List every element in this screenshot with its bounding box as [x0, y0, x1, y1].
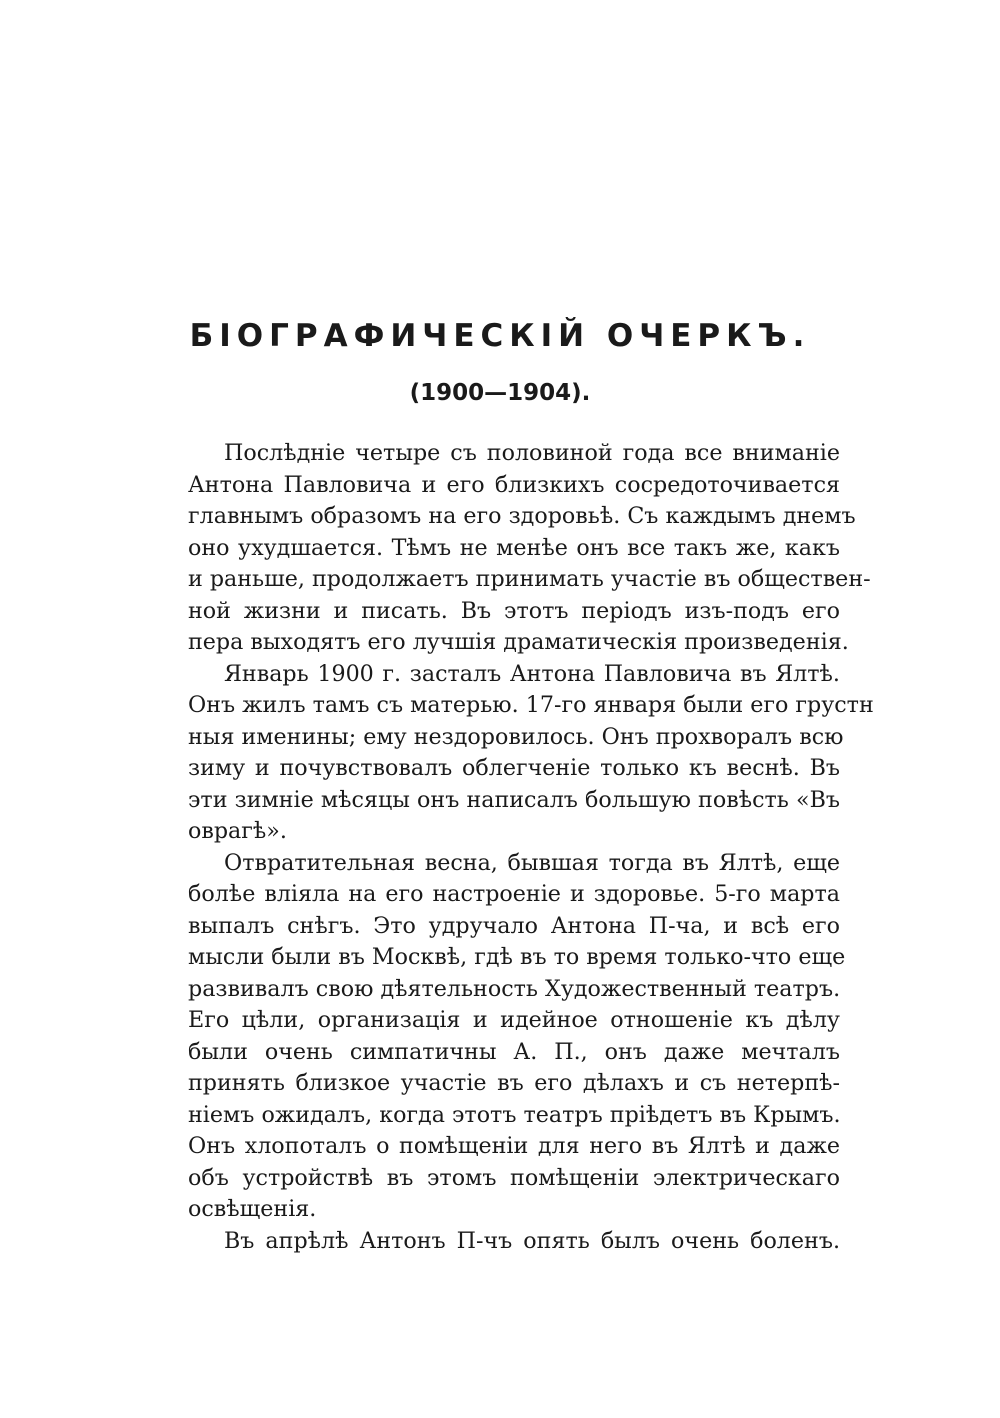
- text-line: ніемъ ожидалъ, когда этотъ театръ пріѣдетъ въ Крымъ.: [188, 1101, 841, 1128]
- text-line: оврагѣ».: [188, 818, 287, 844]
- text-line: выпалъ снѣгъ. Это удручало Антона П-ча, и всѣ его: [188, 912, 840, 939]
- text-line: мысли были въ Москвѣ, гдѣ въ то время только-что еще: [188, 944, 846, 970]
- body-text: [188, 438, 874, 1257]
- text-line: Январь 1900 г. засталъ Антона Павловича въ Ялтѣ.: [224, 660, 840, 687]
- text-line: главнымъ образомъ на его здоровьѣ. Съ каждымъ днемъ: [188, 503, 856, 529]
- text-line: эти зимніе мѣсяцы онъ написалъ большую повѣсть «Въ: [188, 786, 840, 813]
- text-line: Антона Павловича и его близкихъ сосредоточивается: [188, 471, 840, 498]
- text-line: Въ апрѣлѣ Антонъ П-чъ опять былъ очень боленъ.: [224, 1227, 840, 1254]
- text-line: развивалъ свою дѣятельность Художественный театръ.: [188, 975, 841, 1002]
- text-line: Отвратительная весна, бывшая тогда въ Ялтѣ, еще: [224, 849, 840, 876]
- text-line: оно ухудшается. Тѣмъ не менѣе онъ все такъ же, какъ: [188, 534, 840, 561]
- chapter-title: БІОГРАФИЧЕСКІЙ ОЧЕРКЪ.: [189, 318, 811, 354]
- text-line: Онъ хлопоталъ о помѣщеніи для него въ Ялтѣ и даже: [188, 1133, 840, 1159]
- text-line: ной жизни и писать. Въ этотъ періодъ изъ-подъ его: [188, 597, 840, 624]
- text-line: Послѣдніе четыре съ половиной года все вниманіе: [224, 440, 840, 466]
- text-line: ныя именины; ему нездоровилось. Онъ прохворалъ всю: [188, 723, 844, 750]
- text-line: были очень симпатичны А. П., онъ даже мечталъ: [188, 1038, 840, 1065]
- text-line: принять близкое участіе въ его дѣлахъ и съ нетерпѣ-: [188, 1070, 840, 1096]
- text-line: пера выходятъ его лучшія драматическія произведенія.: [188, 629, 849, 655]
- text-line: освѣщенія.: [188, 1196, 317, 1222]
- text-line: Его цѣли, организація и идейное отношеніе къ дѣлу: [188, 1007, 840, 1033]
- text-line: Онъ жилъ тамъ съ матерью. 17-го января были его грустн: [188, 692, 874, 718]
- text-line: объ устройствѣ въ этомъ помѣщеніи электрическаго: [188, 1164, 840, 1191]
- chapter-years: (1900—1904).: [409, 380, 591, 406]
- text-line: зиму и почувствовалъ облегченіе только къ веснѣ. Въ: [188, 755, 840, 781]
- text-line: болѣе вліяла на его настроеніе и здоровье. 5-го марта: [188, 881, 840, 907]
- text-line: и раньше, продолжаетъ принимать участіе въ обществен-: [188, 566, 871, 592]
